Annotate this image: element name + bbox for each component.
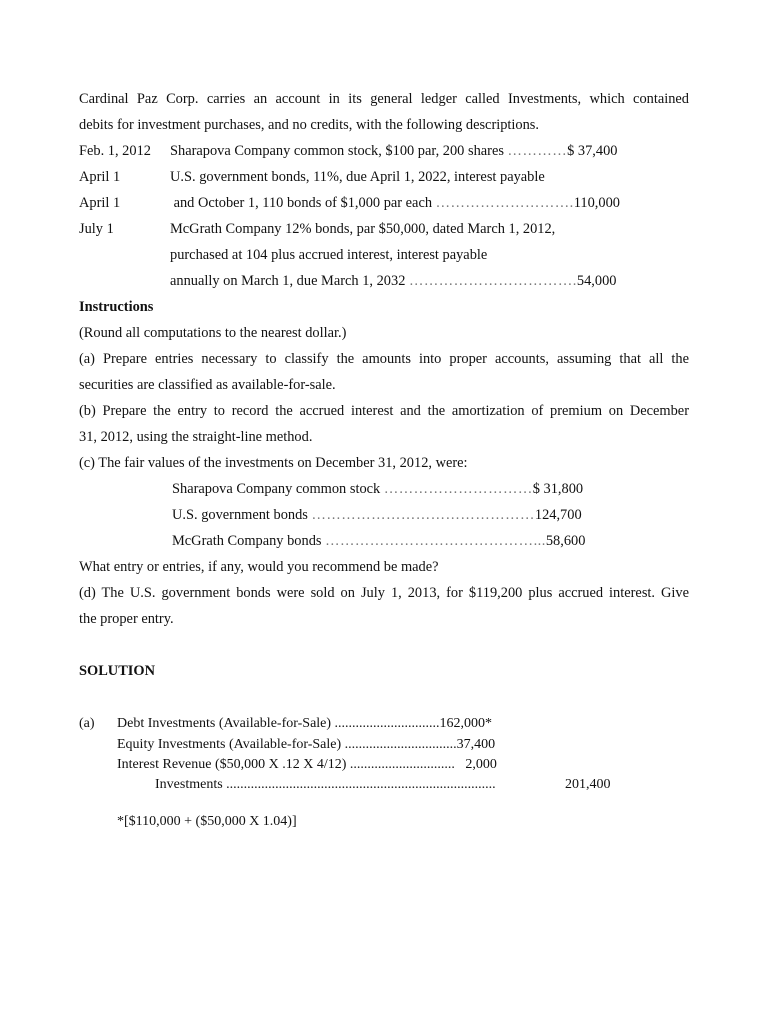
entry-date: April 1 [79,195,121,211]
intro-line-2: debits for investment purchases, and no credits, with the following descriptions. [79,117,540,133]
solution-part-label: (a) [79,716,95,731]
instruction-c-line-1: (c) The fair values of the investments on December 31, 2012, were: [79,455,468,471]
entry-description: Sharapova Company common stock, $100 par, 200 shares …………$ 37,400 [170,143,618,159]
entry-description: McGrath Company 12% bonds, par $50,000, dated March 1, 2012, [170,221,556,237]
journal-credit-amount: 201,400 [565,777,611,792]
entry-date: April 1 [79,169,121,185]
journal-debit-line: Equity Investments (Available-for-Sale) ................................37,400 [117,737,496,752]
instructions-heading: Instructions [79,299,154,315]
instruction-d-line-2: the proper entry. [79,611,174,627]
fair-value-row: McGrath Company bonds ……………………………………...58,600 [172,533,586,549]
entry-date: July 1 [79,221,114,237]
journal-credit-label: Investments ............................................................................. [155,777,496,792]
journal-debit-line: Interest Revenue ($50,000 X .12 X 4/12) .............................. 2,000 [117,757,497,772]
solution-footnote: *[$110,000 + ($50,000 X 1.04)] [117,814,297,829]
journal-debit-line: Debt Investments (Available-for-Sale) ..............................162,000* [117,716,493,731]
instruction-d-line-1: (d) The U.S. government bonds were sold on July 1, 2013, for $119,200 plus accrued interest. Give [79,585,689,601]
entry-description: annually on March 1, due March 1, 2032 …………………………….54,000 [170,273,617,289]
entry-description: U.S. government bonds, 11%, due April 1, 2022, interest payable [170,169,545,185]
entry-date: Feb. 1, 2012 [79,143,151,159]
entry-description: purchased at 104 plus accrued interest, interest payable [170,247,488,263]
instruction-a-line-2: securities are classified as available-for-sale. [79,377,336,393]
instruction-b-line-2: 31, 2012, using the straight-line method. [79,429,313,445]
fair-value-row: Sharapova Company common stock …………………………$ 31,800 [172,481,584,497]
instruction-a-line-1: (a) Prepare entries necessary to classify the amounts into proper accounts, assuming that all the [79,351,689,367]
instruction-b-line-1: (b) Prepare the entry to record the accrued interest and the amortization of premium on December [79,403,689,419]
solution-heading: SOLUTION [79,663,155,679]
intro-line-1: Cardinal Paz Corp. carries an account in its general ledger called Investments, which contained [79,91,689,107]
instruction-c-line-2: What entry or entries, if any, would you recommend be made? [79,559,439,575]
entry-description: and October 1, 110 bonds of $1,000 par each ……………………….110,000 [170,195,620,211]
instructions-round-note: (Round all computations to the nearest dollar.) [79,325,347,341]
fair-value-row: U.S. government bonds ………………………………………124,700 [172,507,582,523]
